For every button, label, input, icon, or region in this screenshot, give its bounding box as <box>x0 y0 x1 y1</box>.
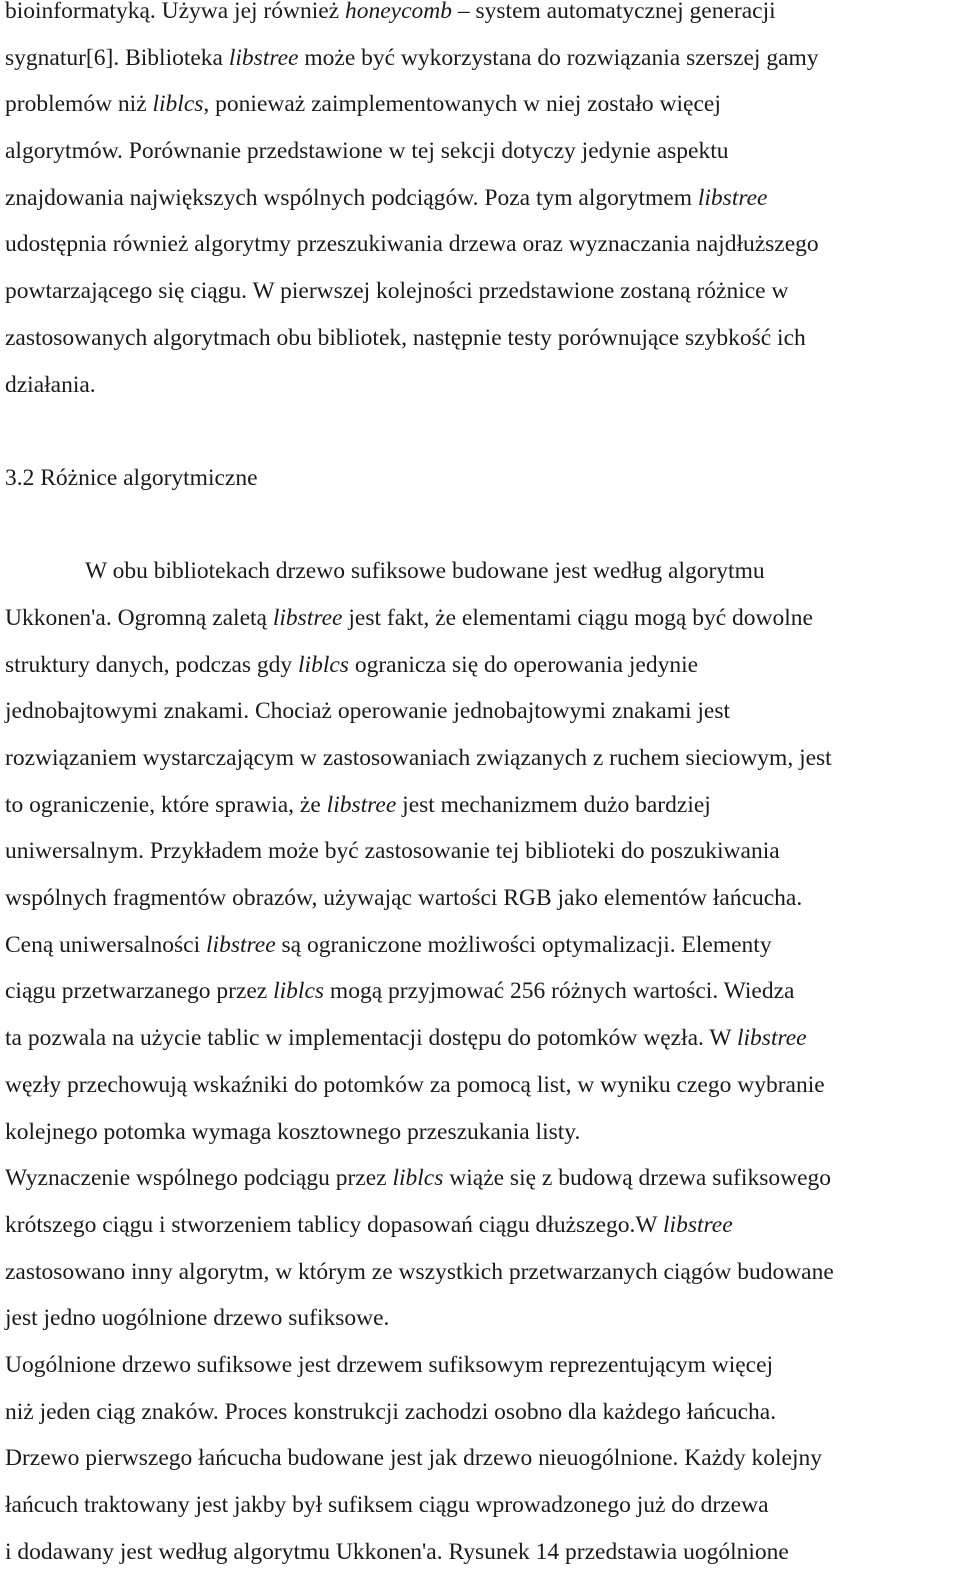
text-line <box>5 875 960 922</box>
text-run: Drzewo pierwszego łańcucha budowane jest jak drzewo nieuogólnione. Każdy kolejny <box>5 1445 822 1472</box>
text-run: uniwersalnym. Przykładem może być zastosowanie tej biblioteki do poszukiwania <box>5 838 780 865</box>
text-line <box>5 1202 960 1249</box>
text-line <box>5 1062 960 1109</box>
paragraph-differences <box>5 548 960 1155</box>
text-run: sygnatur[6]. Biblioteka <box>5 44 229 71</box>
text-line <box>5 175 960 222</box>
text-run: ta pozwala na użycie tablic w implementacji dostępu do potomków węzła. W <box>5 1025 737 1052</box>
text-run: działania. <box>5 371 96 398</box>
text-line <box>5 35 960 82</box>
text-run: jest jedno uogólnione drzewo sufiksowe. <box>5 1305 390 1332</box>
text-run: jednobajtowymi znakami. Chociaż operowanie jednobajtowymi znakami jest <box>5 698 731 725</box>
text-run: może być wykorzystana do rozwiązania szerszej gamy <box>298 44 819 71</box>
text-line <box>5 782 960 829</box>
text-line <box>5 548 960 595</box>
text-run: ogranicza się do operowania jedynie <box>348 651 699 678</box>
text-line <box>5 828 960 875</box>
italic-term: libstree <box>326 791 397 818</box>
text-run: bioinformatyką. Używa jej również <box>5 0 345 24</box>
text-run: znajdowania największych wspólnych podciągów. Poza tym algorytmem <box>5 184 698 211</box>
text-line <box>5 1435 960 1482</box>
text-run: krótszego ciągu i stworzeniem tablicy dopasowań ciągu dłuższego.W <box>5 1211 664 1238</box>
text-line <box>5 268 960 315</box>
text-run: węzły przechowują wskaźniki do potomków za pomocą list, w wyniku czego wybranie <box>5 1071 825 1098</box>
italic-term: liblcs <box>152 91 204 118</box>
text-run: , ponieważ zaimplementowanych w niej zostało więcej <box>203 91 721 118</box>
italic-term: liblcs <box>273 978 325 1005</box>
text-run: algorytmów. Porównanie przedstawione w tej sekcji dotyczy jedynie aspektu <box>5 138 729 165</box>
text-run: Uogólnione drzewo sufiksowe jest drzewem sufiksowym reprezentującym więcej <box>5 1351 774 1378</box>
text-line <box>5 1529 960 1575</box>
text-run: łańcuch traktowany jest jakby był sufiksem ciągu wprowadzonego już do drzewa <box>5 1492 769 1518</box>
text-run: struktury danych, podczas gdy <box>5 651 299 678</box>
text-run: i dodawany jest według algorytmu Ukkonen'a. Rysunek 14 przedstawia uogólnione <box>5 1538 789 1565</box>
text-run: zastosowanych algorytmach obu bibliotek, następnie testy porównujące szybkość ich <box>5 324 806 351</box>
text-line <box>5 642 960 689</box>
text-run: powtarzającego się ciągu. W pierwszej kolejności przedstawione zostaną różnice w <box>5 278 789 305</box>
text-run: Wyznaczenie wspólnego podciągu przez <box>5 1165 393 1192</box>
text-run: problemów niż <box>5 91 153 118</box>
italic-term: libstree <box>206 931 276 958</box>
spacer <box>5 408 960 455</box>
text-run: – system automatycznej generacji <box>452 0 776 24</box>
text-run: niż jeden ciąg znaków. Proces konstrukcji zachodzi osobno dla każdego łańcucha. <box>5 1398 777 1425</box>
text-line <box>5 1482 960 1529</box>
text-line <box>5 1295 960 1342</box>
text-line <box>5 1015 960 1062</box>
text-line <box>5 968 960 1015</box>
text-line <box>5 315 960 362</box>
text-line <box>5 221 960 268</box>
italic-term: libstree <box>663 1211 733 1238</box>
text-run: jest mechanizmem dużo bardziej <box>396 791 711 818</box>
text-line <box>5 595 960 642</box>
text-run: zastosowano inny algorytm, w którym ze wszystkich przetwarzanych ciągów budowane <box>5 1258 834 1285</box>
text-run: Ceną uniwersalności <box>5 931 207 958</box>
text-line <box>5 1249 960 1296</box>
text-line <box>5 1342 960 1389</box>
text-run: są ograniczone możliwości optymalizacji. Elementy <box>275 931 772 958</box>
italic-term: libstree <box>697 184 768 211</box>
text-line <box>5 735 960 782</box>
text-run: ciągu przetwarzanego przez <box>5 978 274 1005</box>
text-line <box>5 0 960 35</box>
text-run: rozwiązaniem wystarczającym w zastosowaniach związanych z ruchem sieciowym, jest <box>5 745 832 771</box>
spacer <box>5 502 960 549</box>
paragraph-intro <box>5 0 960 408</box>
text-line <box>5 1109 960 1156</box>
paragraph-lcs-algorithm <box>5 1155 960 1342</box>
italic-term: libstree <box>272 604 343 631</box>
italic-term: libstree <box>228 44 299 71</box>
text-run: mogą przyjmować 256 różnych wartości. Wiedza <box>324 978 795 1005</box>
section-heading: 3.2 Różnice algorytmiczne <box>5 464 258 491</box>
text-run: wiąże się z budową drzewa sufiksowego <box>443 1165 832 1192</box>
italic-term: libstree <box>736 1025 807 1052</box>
text-line <box>5 81 960 128</box>
text-line <box>5 1389 960 1436</box>
text-line <box>5 922 960 969</box>
text-run: W obu bibliotekach drzewo sufiksowe budowane jest według algorytmu <box>85 558 765 585</box>
italic-term: liblcs <box>298 651 349 678</box>
italic-term: honeycomb <box>344 0 452 24</box>
text-run: kolejnego potomka wymaga kosztownego przeszukania listy. <box>5 1118 581 1145</box>
italic-term: liblcs <box>392 1165 444 1192</box>
text-line <box>5 688 960 735</box>
text-run: wspólnych fragmentów obrazów, używając wartości RGB jako elementów łańcucha. <box>5 885 803 912</box>
text-run: jest fakt, że elementami ciągu mogą być dowolne <box>342 604 813 631</box>
text-line <box>5 362 960 409</box>
text-run: to ograniczenie, które sprawia, że <box>5 791 327 818</box>
text-line <box>5 1155 960 1202</box>
text-run: udostępnia również algorytmy przeszukiwania drzewa oraz wyznaczania najdłuższego <box>5 231 819 258</box>
text-line <box>5 128 960 175</box>
document-page <box>5 0 960 1575</box>
paragraph-generalized-tree <box>5 1342 960 1575</box>
text-run: Ukkonen'a. Ogromną zaletą <box>5 604 273 631</box>
